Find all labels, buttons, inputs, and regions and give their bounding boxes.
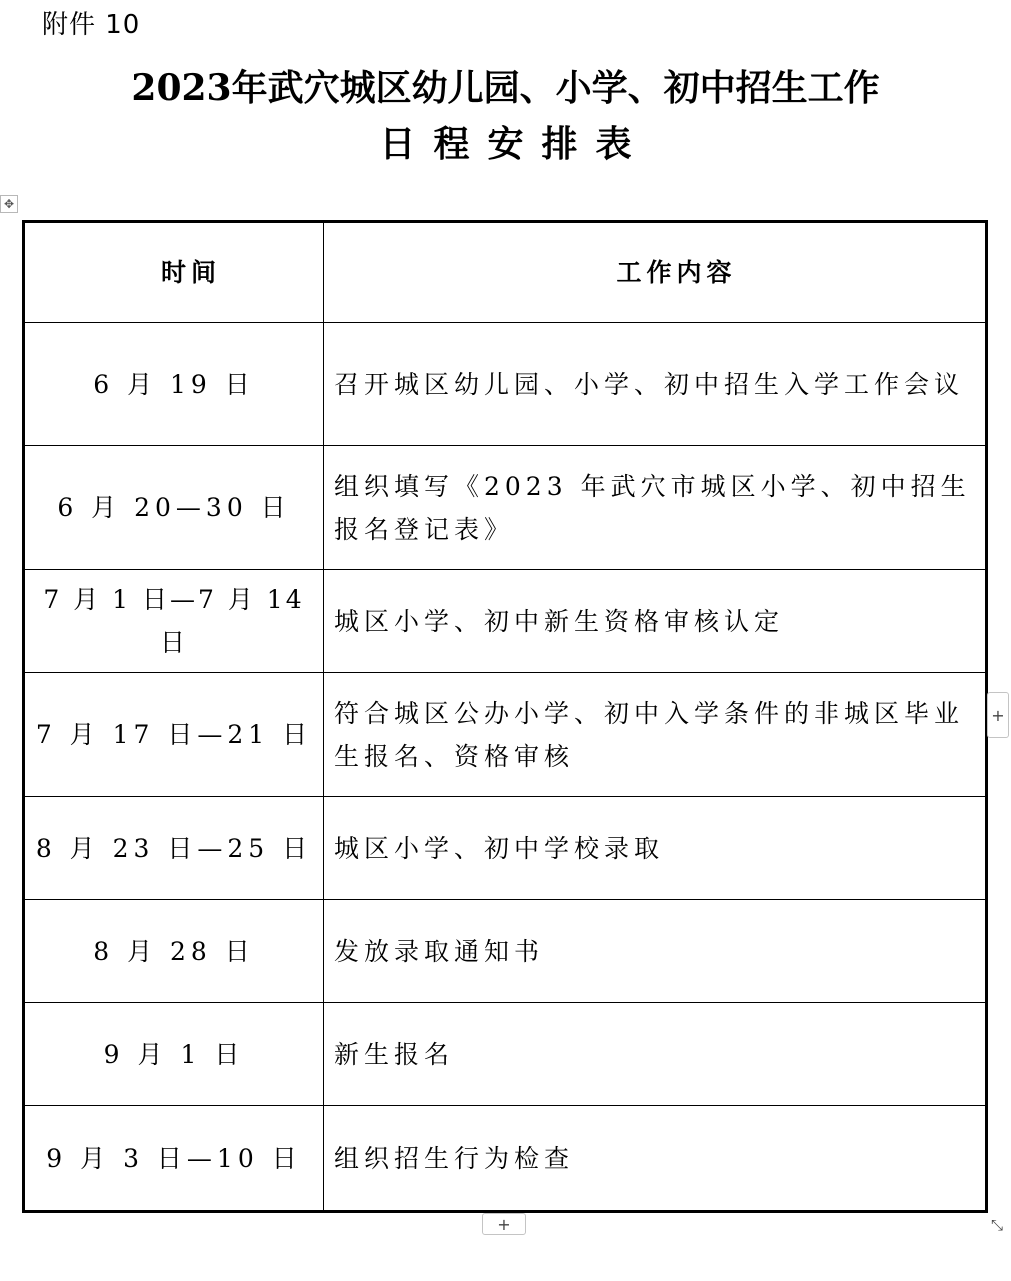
add-column-button[interactable] — [987, 692, 1009, 738]
table-row — [24, 1003, 987, 1106]
add-row-button[interactable] — [482, 1213, 526, 1235]
time-cell[interactable]: 7 月 1 日—7 月 14 日 — [24, 570, 324, 673]
work-cell[interactable]: 符合城区公办小学、初中入学条件的非城区毕业生报名、资格审核 — [324, 673, 987, 797]
work-cell[interactable]: 组织招生行为检查 — [324, 1106, 987, 1212]
work-cell[interactable]: 城区小学、初中学校录取 — [324, 797, 987, 900]
move-icon: ✥ — [3, 197, 15, 211]
document-title-line2: 日程安排表 — [379, 123, 650, 165]
table-row — [24, 446, 987, 570]
work-cell[interactable]: 新生报名 — [324, 1003, 987, 1106]
table-row — [24, 797, 987, 900]
time-cell[interactable]: 9 月 3 日—10 日 — [24, 1106, 324, 1212]
time-cell[interactable]: 7 月 17 日—21 日 — [24, 673, 324, 797]
time-cell[interactable]: 9 月 1 日 — [24, 1003, 324, 1106]
time-cell[interactable]: 6 月 19 日 — [24, 323, 324, 446]
schedule-table — [22, 220, 988, 1213]
header-time[interactable]: 时间 — [24, 222, 324, 323]
header-work-content[interactable]: 工作内容 — [324, 222, 987, 323]
table-move-handle[interactable] — [0, 195, 18, 213]
attachment-label: 附件 10 — [42, 10, 141, 40]
document-title-line1: 2023年武穴城区幼儿园、小学、初中招生工作 — [131, 67, 880, 109]
work-cell[interactable]: 发放录取通知书 — [324, 900, 987, 1003]
work-cell[interactable]: 组织填写《2023 年武穴市城区小学、初中招生报名登记表》 — [324, 446, 987, 570]
table-row — [24, 673, 987, 797]
table-row — [24, 570, 987, 673]
table-row — [24, 1106, 987, 1212]
plus-icon: + — [991, 705, 1005, 725]
time-cell[interactable]: 6 月 20—30 日 — [24, 446, 324, 570]
table-row — [24, 900, 987, 1003]
resize-icon: ⤡ — [990, 1216, 1003, 1234]
table-row — [24, 323, 987, 446]
work-cell[interactable]: 召开城区幼儿园、小学、初中招生入学工作会议 — [324, 323, 987, 446]
time-cell[interactable]: 8 月 28 日 — [24, 900, 324, 1003]
time-cell[interactable]: 8 月 23 日—25 日 — [24, 797, 324, 900]
work-cell[interactable]: 城区小学、初中新生资格审核认定 — [324, 570, 987, 673]
table-resize-handle[interactable] — [986, 1214, 1008, 1236]
plus-icon: + — [497, 1214, 511, 1234]
table-header-row — [24, 222, 987, 323]
